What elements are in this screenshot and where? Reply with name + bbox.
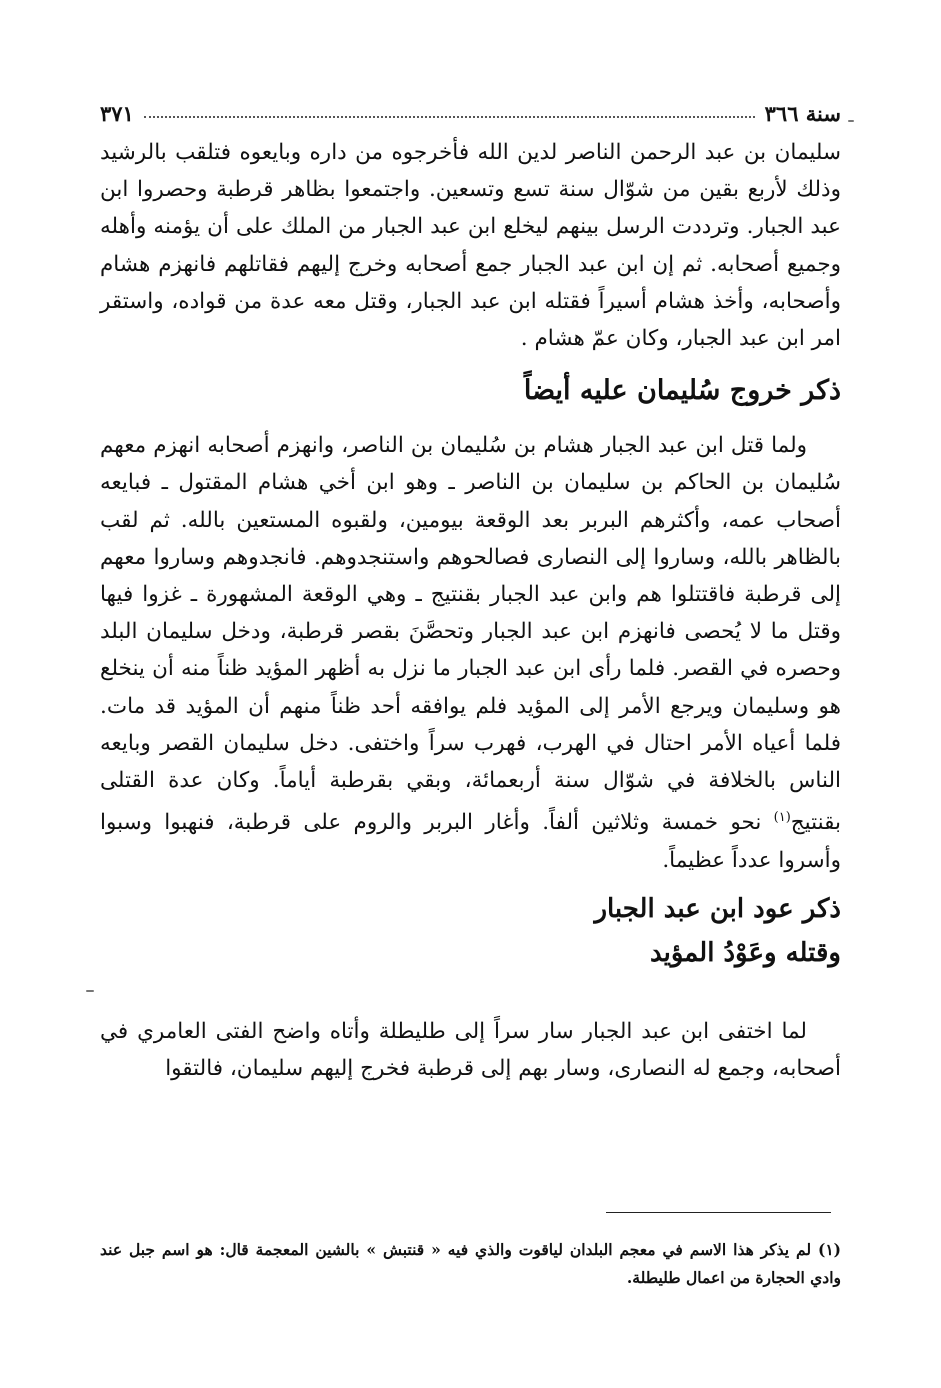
section2-title-line2: وقتله وعَوْدُ المؤيد xyxy=(649,937,841,968)
footnote-marker[interactable]: (١) xyxy=(773,810,791,826)
section-heading-suleiman: ذكر خروج سُليمان عليه أيضاً xyxy=(523,375,841,407)
page-header xyxy=(100,88,841,126)
section1-paragraph xyxy=(100,427,841,879)
page-body xyxy=(100,134,841,1087)
footnote: (١) لم يذكر هذا الاسم في معجم البلدان لياقوت والذي فيه « قنتبش » بالشين المعجمة قال: هو اسم جبل عند وادي الحجارة من اعمال طليطلة. xyxy=(100,1240,841,1287)
section1-text-part2: نحو خمسة وثلاثين ألفاً. وأغار البربر والروم على قرطبة، فنهبوا وسبوا وأسروا عدداً عظيماً. xyxy=(100,810,841,873)
section-heading-return xyxy=(100,887,841,975)
header-dotted-leader xyxy=(144,116,755,118)
section2-paragraph: لما اختفى ابن عبد الجبار سار سراً إلى طليطلة وأتاه واضح الفتى العامري في أصحابه، وجمع له النصارى، وسار بهم إلى قرطبة فخرج إليهم سليمان، فالتقوا xyxy=(100,1018,841,1082)
scan-speck xyxy=(86,990,94,992)
section1-text-part1: ولما قتل ابن عبد الجبار هشام بن سُليمان بن الناصر، وانهزم أصحابه انهزم معهم سُليمان بن الحاكم بن سليمان بن الناصر ـ وهو ابن أخي هشام المقتول ـ فبايعه أصحاب عمه، وأكثرهم البربر بعد الوقعة بيومين، ولقبوه المستعين بالله. ثم لقب بالظاهر بالله، وساروا إلى النصارى فصالحوهم واستنجدوهم. فانجدوهم وساروا معهم إلى قرطبة فاقتتلوا هم وابن عبد الجبار بقنتيج ـ وهي الوقعة المشهورة ـ غزوا فيها وقتل ما لا يُحصى فانهزم ابن عبد الجبار وتحصَّنَ بقصر قرطبة، ودخل سليمان البلد وحصره في القصر. فلما رأى ابن عبد الجبار ما نزل به أظهر المؤيد ظناً منه أن ينخلع هو وسليمان ويرجع الأمر إلى المؤيد فلم يوافقه أحد ظناً منهم أن المؤيد قد مات. فلما أعياه الأمر احتال في الهرب، فهرب سراً واختفى. دخل سليمان القصر وبايعه الناس بالخلافة في شوّال سنة أربعمائة، وبقي بقرطبة أياماً. وكان عدة القتلى بقنتيج xyxy=(100,433,841,836)
scan-speck xyxy=(848,120,854,122)
running-head-year: سنة ٣٦٦ xyxy=(764,101,841,126)
intro-paragraph: سليمان بن عبد الرحمن الناصر لدين الله فأخرجوه من داره وبايعوه فتلقب بالرشيد وذلك لأربع بقين من شوّال سنة تسع وتسعين. واجتمعوا بظاهر قرطبة وحصروا ابن عبد الجبار. وترددت الرسل بينهم ليخلع ابن عبد الجبار من الملك على أن يؤمنه وأهله وجميع أصحابه. ثم إن ابن عبد الجبار جمع أصحابه وخرج إليهم فقاتلهم فانهزم هشام وأصحابه، وأخذ هشام أسيراً فقتله ابن عبد الجبار، وقتل معه عدة من قواده، واستقر امر ابن عبد الجبار، وكان عمّ هشام . xyxy=(100,140,841,352)
footnote-separator xyxy=(606,1212,831,1213)
page-number: ٣٧١ xyxy=(100,101,134,126)
section2-title-line1: ذكر عود ابن عبد الجبار xyxy=(594,893,841,924)
